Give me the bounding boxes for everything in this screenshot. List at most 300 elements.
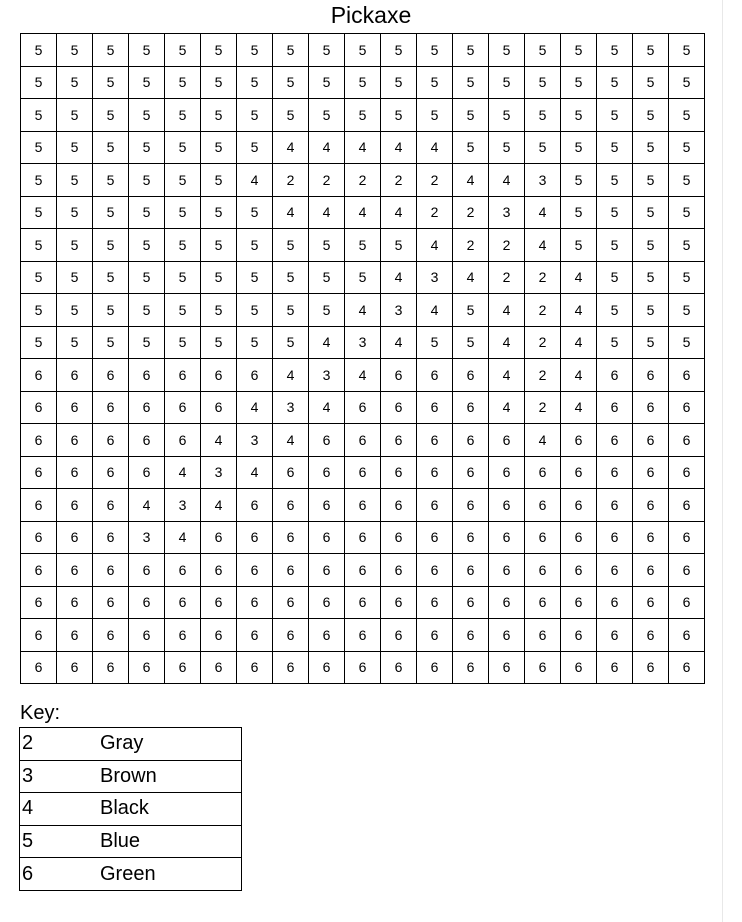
grid-cell: 5	[561, 66, 597, 99]
grid-cell: 5	[201, 34, 237, 67]
grid-cell: 6	[597, 424, 633, 457]
grid-cell: 5	[669, 294, 705, 327]
grid-cell: 6	[417, 651, 453, 684]
grid-cell: 5	[129, 261, 165, 294]
grid-cell: 6	[309, 651, 345, 684]
grid-cell: 5	[21, 164, 57, 197]
grid-cell: 5	[237, 229, 273, 262]
grid-cell: 5	[165, 99, 201, 132]
grid-cell: 6	[417, 456, 453, 489]
grid-cell: 2	[417, 164, 453, 197]
grid-row	[21, 294, 705, 327]
grid-cell: 5	[597, 261, 633, 294]
grid-cell: 5	[669, 229, 705, 262]
grid-cell: 6	[525, 651, 561, 684]
grid-row	[21, 586, 705, 619]
grid-cell: 6	[93, 456, 129, 489]
grid-cell: 5	[453, 326, 489, 359]
grid-cell: 4	[381, 131, 417, 164]
grid-cell: 5	[561, 34, 597, 67]
grid-cell: 6	[381, 424, 417, 457]
grid-cell: 6	[21, 489, 57, 522]
grid-cell: 5	[201, 164, 237, 197]
key-code: 2	[20, 728, 101, 761]
grid-row	[21, 456, 705, 489]
grid-cell: 6	[57, 489, 93, 522]
grid-row	[21, 619, 705, 652]
grid-cell: 6	[633, 586, 669, 619]
grid-cell: 6	[561, 619, 597, 652]
grid-cell: 4	[237, 391, 273, 424]
grid-cell: 5	[201, 66, 237, 99]
grid-cell: 2	[345, 164, 381, 197]
grid-cell: 6	[21, 359, 57, 392]
grid-cell: 6	[237, 359, 273, 392]
grid-cell: 6	[129, 619, 165, 652]
grid-cell: 6	[453, 619, 489, 652]
grid-cell: 5	[345, 229, 381, 262]
grid-cell: 6	[453, 651, 489, 684]
grid-cell: 4	[273, 196, 309, 229]
grid-cell: 2	[489, 229, 525, 262]
page-edge-divider	[722, 0, 723, 922]
grid-cell: 6	[525, 554, 561, 587]
grid-cell: 6	[453, 359, 489, 392]
grid-cell: 6	[309, 554, 345, 587]
grid-cell: 5	[237, 294, 273, 327]
key-row	[20, 858, 242, 891]
grid-cell: 5	[669, 196, 705, 229]
grid-cell: 5	[57, 229, 93, 262]
grid-cell: 5	[21, 34, 57, 67]
grid-cell: 5	[669, 326, 705, 359]
grid-row	[21, 164, 705, 197]
grid-cell: 5	[453, 99, 489, 132]
grid-cell: 6	[201, 619, 237, 652]
grid-row	[21, 489, 705, 522]
grid-cell: 5	[489, 66, 525, 99]
grid-cell: 4	[309, 196, 345, 229]
grid-cell: 5	[345, 261, 381, 294]
grid-cell: 6	[633, 359, 669, 392]
grid-cell: 6	[633, 424, 669, 457]
grid-cell: 5	[165, 164, 201, 197]
grid-cell: 5	[669, 261, 705, 294]
grid-cell: 6	[489, 456, 525, 489]
grid-row	[21, 554, 705, 587]
grid-cell: 6	[129, 554, 165, 587]
grid-row	[21, 196, 705, 229]
grid-cell: 3	[381, 294, 417, 327]
grid-cell: 6	[201, 651, 237, 684]
grid-cell: 5	[129, 326, 165, 359]
grid-cell: 6	[453, 424, 489, 457]
grid-cell: 6	[201, 521, 237, 554]
grid-cell: 5	[345, 99, 381, 132]
grid-cell: 4	[201, 424, 237, 457]
grid-cell: 6	[237, 521, 273, 554]
grid-cell: 6	[453, 521, 489, 554]
color-by-number-grid	[20, 33, 705, 684]
grid-cell: 5	[453, 294, 489, 327]
grid-cell: 6	[273, 619, 309, 652]
grid-cell: 5	[201, 294, 237, 327]
grid-cell: 5	[57, 99, 93, 132]
grid-row	[21, 424, 705, 457]
grid-row	[21, 131, 705, 164]
grid-cell: 5	[597, 326, 633, 359]
grid-cell: 5	[93, 131, 129, 164]
grid-cell: 4	[345, 196, 381, 229]
grid-cell: 6	[669, 586, 705, 619]
key-color-name: Black	[100, 793, 242, 826]
grid-cell: 5	[453, 34, 489, 67]
grid-cell: 5	[57, 196, 93, 229]
grid-cell: 6	[93, 359, 129, 392]
grid-cell: 4	[129, 489, 165, 522]
grid-cell: 5	[237, 326, 273, 359]
grid-cell: 5	[561, 99, 597, 132]
grid-cell: 5	[597, 66, 633, 99]
grid-row	[21, 326, 705, 359]
grid-cell: 6	[129, 651, 165, 684]
grid-cell: 6	[669, 651, 705, 684]
grid-cell: 5	[21, 196, 57, 229]
grid-cell: 6	[417, 489, 453, 522]
grid-cell: 6	[57, 586, 93, 619]
grid-cell: 5	[669, 164, 705, 197]
grid-row	[21, 66, 705, 99]
grid-cell: 3	[525, 164, 561, 197]
grid-cell: 5	[93, 164, 129, 197]
grid-cell: 6	[381, 456, 417, 489]
grid-cell: 2	[489, 261, 525, 294]
grid-row	[21, 391, 705, 424]
grid-cell: 5	[489, 34, 525, 67]
grid-cell: 6	[489, 424, 525, 457]
grid-cell: 6	[597, 391, 633, 424]
grid-cell: 6	[273, 586, 309, 619]
grid-cell: 6	[633, 391, 669, 424]
grid-cell: 5	[165, 229, 201, 262]
grid-cell: 5	[633, 34, 669, 67]
grid-cell: 6	[345, 586, 381, 619]
grid-cell: 5	[489, 99, 525, 132]
grid-cell: 6	[93, 521, 129, 554]
grid-cell: 5	[165, 261, 201, 294]
grid-cell: 5	[525, 66, 561, 99]
grid-cell: 6	[57, 359, 93, 392]
grid-cell: 6	[165, 554, 201, 587]
grid-cell: 5	[165, 196, 201, 229]
grid-cell: 6	[381, 359, 417, 392]
grid-row	[21, 651, 705, 684]
grid-cell: 6	[201, 391, 237, 424]
grid-cell: 6	[633, 554, 669, 587]
grid-cell: 5	[633, 66, 669, 99]
grid-cell: 6	[561, 651, 597, 684]
grid-cell: 5	[201, 196, 237, 229]
grid-cell: 5	[201, 99, 237, 132]
grid-cell: 5	[453, 131, 489, 164]
grid-cell: 5	[93, 99, 129, 132]
grid-cell: 6	[21, 424, 57, 457]
grid-cell: 6	[93, 424, 129, 457]
grid-row	[21, 359, 705, 392]
grid-cell: 6	[273, 651, 309, 684]
grid-cell: 6	[669, 456, 705, 489]
grid-cell: 6	[309, 521, 345, 554]
grid-cell: 4	[561, 326, 597, 359]
grid-cell: 4	[165, 456, 201, 489]
key-code: 6	[20, 858, 101, 891]
grid-cell: 4	[489, 391, 525, 424]
grid-cell: 5	[57, 261, 93, 294]
grid-cell: 5	[597, 294, 633, 327]
grid-cell: 5	[597, 164, 633, 197]
grid-row	[21, 261, 705, 294]
grid-cell: 6	[453, 391, 489, 424]
grid-cell: 6	[21, 586, 57, 619]
grid-row	[21, 229, 705, 262]
grid-cell: 6	[129, 456, 165, 489]
grid-cell: 6	[345, 651, 381, 684]
grid-cell: 5	[381, 99, 417, 132]
grid-cell: 5	[273, 261, 309, 294]
grid-cell: 6	[309, 489, 345, 522]
grid-cell: 5	[345, 34, 381, 67]
grid-cell: 5	[309, 261, 345, 294]
grid-cell: 6	[165, 651, 201, 684]
grid-cell: 6	[489, 619, 525, 652]
grid-cell: 2	[417, 196, 453, 229]
grid-cell: 5	[57, 66, 93, 99]
grid-cell: 5	[57, 326, 93, 359]
grid-cell: 6	[237, 586, 273, 619]
grid-cell: 6	[309, 456, 345, 489]
grid-cell: 2	[453, 229, 489, 262]
grid-cell: 5	[309, 99, 345, 132]
grid-row	[21, 34, 705, 67]
grid-cell: 5	[237, 99, 273, 132]
grid-cell: 5	[525, 99, 561, 132]
grid-cell: 5	[561, 164, 597, 197]
grid-cell: 5	[237, 261, 273, 294]
grid-cell: 6	[57, 456, 93, 489]
grid-cell: 5	[417, 34, 453, 67]
grid-cell: 4	[525, 424, 561, 457]
grid-cell: 6	[237, 651, 273, 684]
grid-cell: 4	[201, 489, 237, 522]
grid-cell: 5	[129, 294, 165, 327]
grid-cell: 5	[345, 66, 381, 99]
grid-cell: 6	[21, 521, 57, 554]
grid-cell: 5	[597, 229, 633, 262]
grid-cell: 5	[129, 99, 165, 132]
grid-cell: 5	[489, 131, 525, 164]
grid-cell: 2	[525, 391, 561, 424]
grid-cell: 5	[633, 294, 669, 327]
grid-cell: 4	[561, 391, 597, 424]
key-code: 5	[20, 825, 101, 858]
grid-cell: 6	[381, 554, 417, 587]
grid-cell: 6	[57, 521, 93, 554]
grid-cell: 6	[453, 489, 489, 522]
grid-cell: 5	[669, 131, 705, 164]
grid-cell: 6	[417, 391, 453, 424]
grid-cell: 6	[633, 456, 669, 489]
grid-cell: 5	[273, 326, 309, 359]
grid-cell: 4	[345, 359, 381, 392]
grid-cell: 5	[669, 99, 705, 132]
grid-cell: 6	[597, 359, 633, 392]
grid-cell: 6	[201, 586, 237, 619]
grid-cell: 6	[525, 456, 561, 489]
grid-cell: 5	[633, 164, 669, 197]
grid-cell: 6	[381, 651, 417, 684]
grid-cell: 6	[633, 619, 669, 652]
grid-cell: 5	[309, 66, 345, 99]
grid-cell: 3	[165, 489, 201, 522]
grid-cell: 5	[129, 34, 165, 67]
grid-cell: 6	[129, 586, 165, 619]
grid-cell: 6	[165, 619, 201, 652]
grid-cell: 6	[669, 554, 705, 587]
grid-cell: 5	[417, 99, 453, 132]
grid-cell: 5	[21, 99, 57, 132]
grid-cell: 5	[273, 66, 309, 99]
grid-cell: 6	[669, 424, 705, 457]
key-color-name: Green	[100, 858, 242, 891]
grid-cell: 5	[561, 131, 597, 164]
grid-cell: 6	[273, 456, 309, 489]
grid-cell: 6	[489, 554, 525, 587]
grid-cell: 3	[273, 391, 309, 424]
grid-cell: 6	[417, 554, 453, 587]
grid-cell: 6	[597, 554, 633, 587]
grid-cell: 4	[453, 261, 489, 294]
grid-cell: 5	[381, 229, 417, 262]
grid-cell: 5	[561, 229, 597, 262]
grid-cell: 6	[489, 489, 525, 522]
grid-cell: 6	[345, 391, 381, 424]
grid-cell: 6	[237, 554, 273, 587]
key-heading: Key:	[20, 702, 61, 724]
grid-cell: 5	[633, 131, 669, 164]
grid-cell: 5	[21, 229, 57, 262]
grid-cell: 2	[309, 164, 345, 197]
grid-cell: 6	[381, 521, 417, 554]
grid-cell: 3	[417, 261, 453, 294]
grid-cell: 5	[93, 196, 129, 229]
grid-cell: 5	[57, 131, 93, 164]
grid-cell: 6	[165, 586, 201, 619]
grid-cell: 4	[381, 196, 417, 229]
grid-cell: 6	[57, 554, 93, 587]
grid-cell: 6	[57, 424, 93, 457]
grid-cell: 2	[525, 294, 561, 327]
grid-cell: 4	[489, 164, 525, 197]
key-code: 4	[20, 793, 101, 826]
grid-cell: 6	[597, 651, 633, 684]
grid-cell: 4	[345, 294, 381, 327]
grid-cell: 6	[21, 651, 57, 684]
grid-cell: 5	[165, 131, 201, 164]
grid-cell: 6	[597, 489, 633, 522]
grid-cell: 6	[561, 586, 597, 619]
grid-cell: 6	[93, 651, 129, 684]
grid-cell: 4	[165, 521, 201, 554]
grid-cell: 6	[57, 619, 93, 652]
grid-cell: 5	[273, 229, 309, 262]
grid-cell: 6	[597, 586, 633, 619]
grid-cell: 4	[489, 359, 525, 392]
grid-cell: 5	[633, 229, 669, 262]
grid-cell: 6	[381, 586, 417, 619]
grid-cell: 6	[561, 424, 597, 457]
grid-cell: 6	[93, 554, 129, 587]
grid-cell: 6	[345, 554, 381, 587]
grid-cell: 3	[489, 196, 525, 229]
grid-cell: 5	[201, 131, 237, 164]
grid-cell: 6	[21, 554, 57, 587]
grid-cell: 6	[669, 391, 705, 424]
grid-cell: 6	[453, 554, 489, 587]
grid-cell: 3	[237, 424, 273, 457]
grid-cell: 4	[273, 131, 309, 164]
grid-cell: 6	[273, 554, 309, 587]
grid-cell: 6	[489, 521, 525, 554]
grid-cell: 4	[237, 164, 273, 197]
grid-cell: 6	[669, 359, 705, 392]
grid-cell: 5	[273, 99, 309, 132]
grid-cell: 6	[345, 619, 381, 652]
grid-cell: 5	[309, 34, 345, 67]
grid-cell: 5	[129, 164, 165, 197]
grid-cell: 3	[129, 521, 165, 554]
grid-cell: 6	[597, 521, 633, 554]
grid-cell: 4	[237, 456, 273, 489]
grid-cell: 6	[165, 424, 201, 457]
page-title: Pickaxe	[330, 2, 412, 28]
grid-cell: 6	[561, 554, 597, 587]
grid-cell: 6	[237, 489, 273, 522]
grid-cell: 2	[525, 326, 561, 359]
grid-cell: 5	[309, 294, 345, 327]
grid-cell: 5	[669, 66, 705, 99]
grid-cell: 5	[381, 34, 417, 67]
grid-cell: 5	[165, 294, 201, 327]
grid-cell: 6	[597, 619, 633, 652]
grid-cell: 5	[21, 326, 57, 359]
grid-cell: 5	[93, 229, 129, 262]
grid-cell: 6	[597, 456, 633, 489]
grid-cell: 3	[201, 456, 237, 489]
grid-cell: 4	[417, 229, 453, 262]
grid-cell: 5	[21, 66, 57, 99]
grid-cell: 6	[381, 489, 417, 522]
key-row	[20, 760, 242, 793]
grid-cell: 4	[561, 261, 597, 294]
grid-cell: 4	[309, 391, 345, 424]
grid-cell: 6	[273, 521, 309, 554]
grid-cell: 6	[129, 391, 165, 424]
grid-cell: 6	[633, 489, 669, 522]
grid-cell: 5	[381, 66, 417, 99]
grid-cell: 4	[273, 424, 309, 457]
grid-cell: 2	[273, 164, 309, 197]
grid-cell: 3	[309, 359, 345, 392]
